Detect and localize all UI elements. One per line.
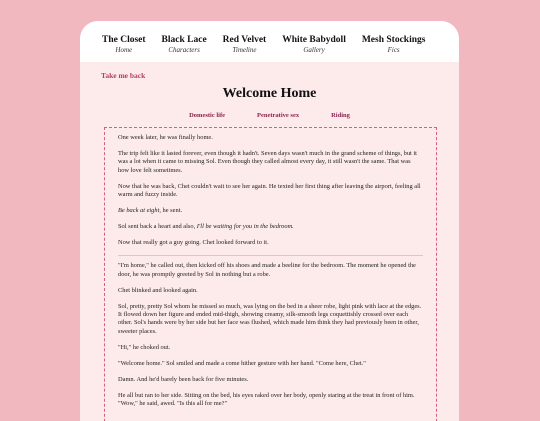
nav-sublabel: Fics (387, 46, 400, 54)
nav-item-the-closet[interactable] (102, 35, 146, 55)
story-box (104, 127, 437, 421)
story-paragraph: Damn. And he'd barely been back for five minutes. (118, 375, 249, 383)
tag-link[interactable]: Penetrative sex (257, 112, 300, 119)
nav-sublabel: Home (115, 46, 133, 54)
story-text: he sent. (160, 207, 183, 215)
story-paragraph: "I'm home," he called out, then kicked off his shoes and made a beeline for the bedroom. The moment he opened the door, he was promptly greeted by Sol in nothing but a robe. (118, 262, 416, 278)
story-paragraph: He all but ran to her side. Sitting on the bed, his eyes raked over her body, openly staring at the treat in front of him. "Wow," he said, awed. "Is this all for me?" (118, 391, 415, 408)
story-paragraph (118, 207, 423, 215)
nav-item-black-lace[interactable] (162, 35, 207, 55)
nav-item-mesh-stockings[interactable] (362, 35, 426, 55)
story-paragraph: One week later, he was finally home. (118, 134, 213, 141)
story-paragraph: Chet blinked and looked again. (118, 286, 198, 294)
story-paragraph: Sol, pretty, pretty Sol whom he missed so much, was lying on the bed in a sheer robe, light pink with lace at the edges. It flowed down her figure and ended mid-thigh, showing creamy, silk-smooth legs coquettishly crossed over each other. Sol's hands were by her side but her face was flushed, which made him think they had previously been in other, sweeter places. (118, 302, 422, 335)
tag-link[interactable]: Riding (331, 112, 350, 119)
story-emphasis: I'll be waiting for you in the bedroom. (196, 223, 294, 231)
nav-label: Red Velvet (222, 35, 267, 45)
nav-label: Black Lace (161, 35, 207, 45)
top-nav (80, 21, 459, 62)
tag-list (80, 112, 459, 119)
nav-sublabel: Characters (168, 46, 200, 54)
story-paragraph: "Welcome home." Sol smiled and made a come hither gesture with her hand. "Come here, Chet." (118, 359, 366, 367)
story-paragraph: "Hi," he choked out. (118, 343, 171, 351)
nav-label: White Babydoll (282, 35, 346, 45)
scene-divider (118, 255, 423, 256)
story-text: Sol sent back a heart and also, (118, 223, 197, 231)
nav-item-red-velvet[interactable] (223, 35, 267, 55)
story-emphasis: Be back at eight, (118, 207, 161, 215)
story-paragraph: The trip felt like it lasted forever, even though it hadn't. Seven days wasn't much in the grand scheme of things, but it was a lot when it came to missing Sol. Even though they called almost every day, it still wasn't the same. That was how love felt sometimes. (118, 150, 417, 174)
nav-item-white-babydoll[interactable] (282, 35, 346, 55)
tag-link[interactable]: Domestic life (189, 112, 226, 119)
nav-label: Mesh Stockings (361, 35, 426, 45)
back-link[interactable]: Take me back (101, 71, 146, 80)
story-title: Welcome Home (222, 86, 317, 101)
story-paragraph: Now that really got a guy going. Chet looked forward to it. (118, 239, 269, 247)
page-card (80, 21, 459, 421)
nav-sublabel: Timeline (232, 46, 257, 54)
nav-sublabel: Gallery (303, 46, 325, 54)
story-paragraph (118, 223, 423, 231)
nav-label: The Closet (102, 35, 146, 45)
story-paragraph: Now that he was back, Chet couldn't wait to see her again. He texted her first thing after leaving the airport, feeling all warm and fuzzy inside. (118, 182, 421, 199)
